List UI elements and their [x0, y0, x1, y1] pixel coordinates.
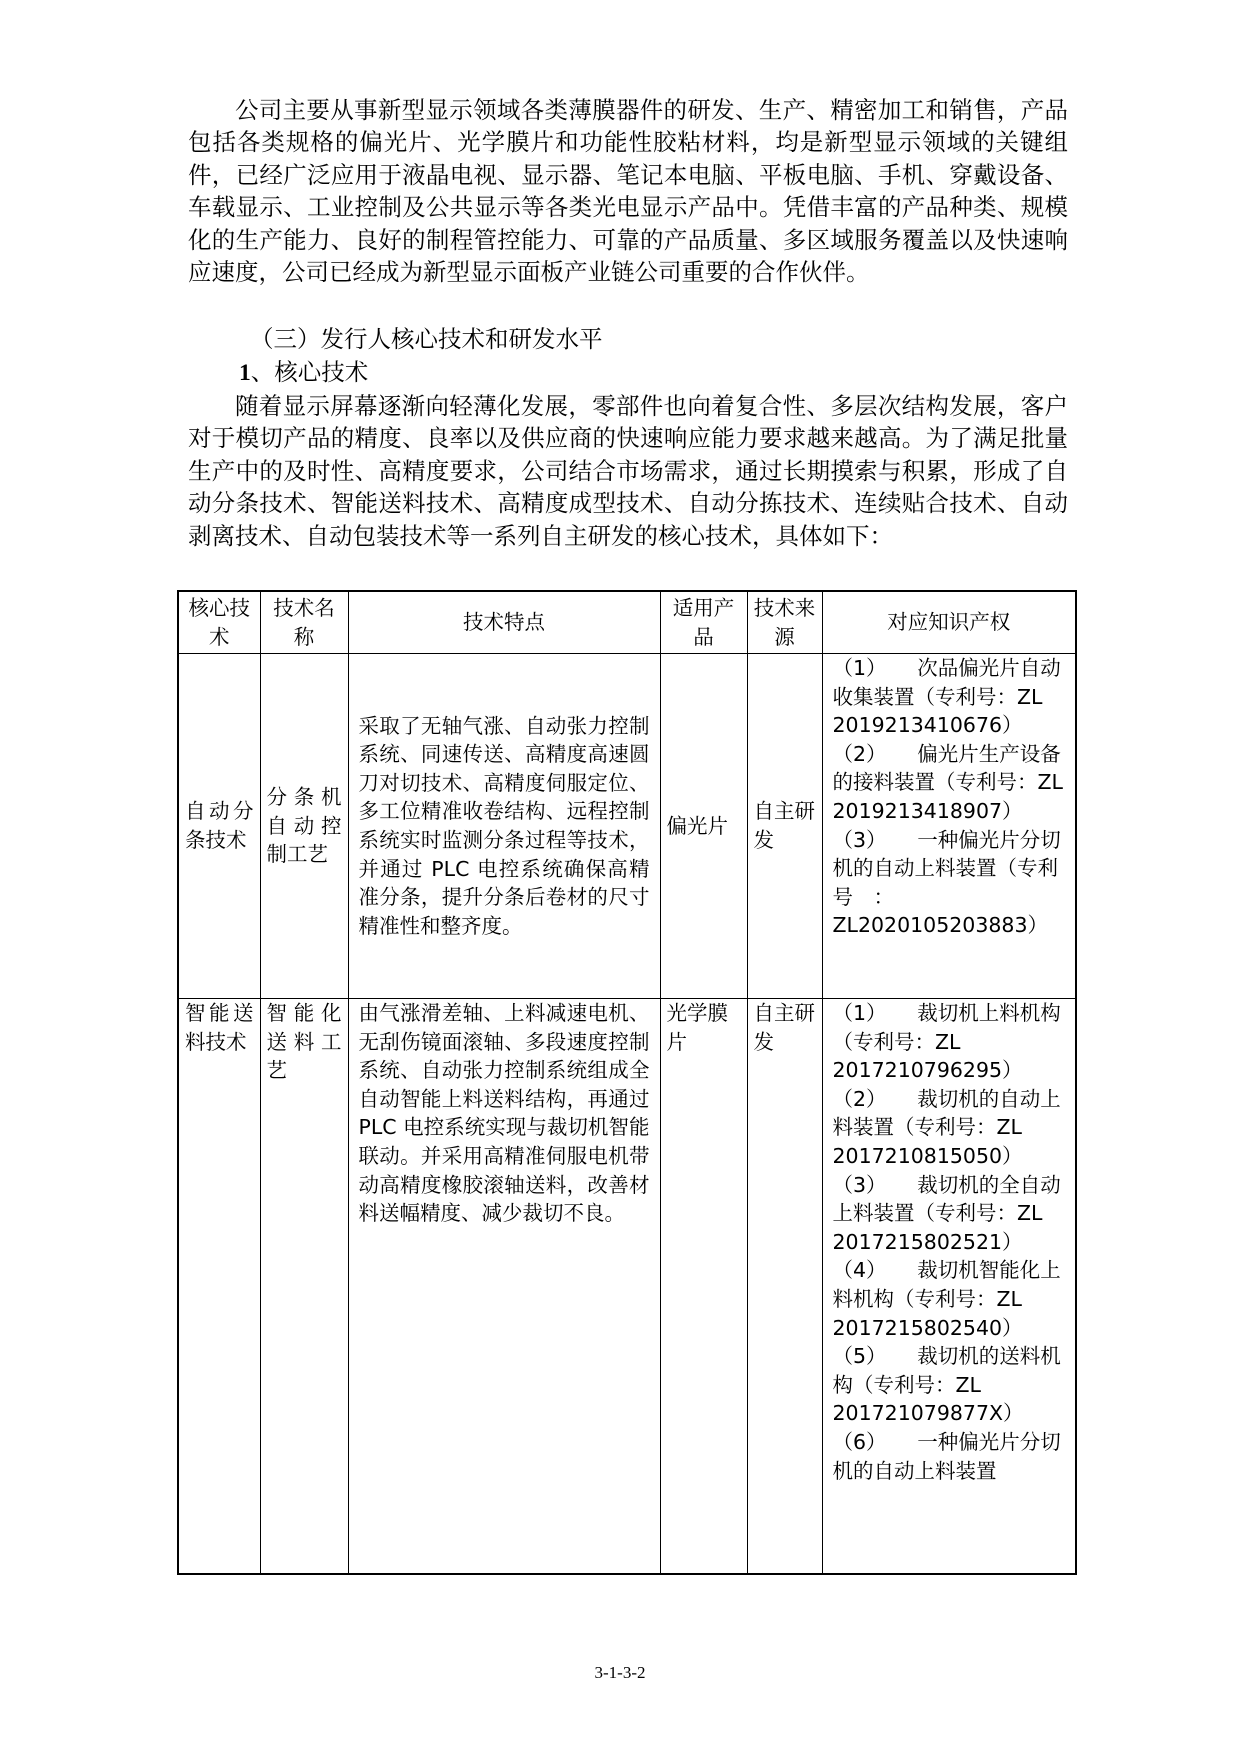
- ip-item: （1） 次品偏光片自动收集装置（专利号：ZL 2019213410676）: [832, 656, 1061, 738]
- page-number: 3-1-3-2: [594, 1663, 646, 1682]
- table-row: [178, 999, 1076, 1574]
- header-ip: 对应知识产权: [822, 591, 1076, 654]
- table-row: [178, 654, 1076, 999]
- cell-product: 光学膜片: [660, 999, 747, 1574]
- header-source: 技术来源: [747, 591, 822, 654]
- ip-item: （1） 裁切机上料机构（专利号：ZL 2017210796295）: [832, 1001, 1061, 1083]
- cell-features: 采取了无轴气涨、自动张力控制系统、同速传送、高精度高速圆刀对切技术、高精度伺服定位、多工位精准收卷结构、远程控制系统实时监测分条过程等技术，并通过 PLC 电控系统确保高精准分条，提升分条后卷材的尺寸精准性和整齐度。: [348, 654, 660, 999]
- table-header-row: [178, 591, 1076, 654]
- cell-features: 由气涨滑差轴、上料减速电机、无刮伤镜面滚轴、多段速度控制系统、自动张力控制系统组成全自动智能上料送料结构，再通过 PLC 电控系统实现与裁切机智能联动。并采用高精准伺服电机带动高精度橡胶滚轴送料，改善材料送幅精度、减少裁切不良。: [348, 999, 660, 1574]
- core-tech-intro-paragraph: 随着显示屏幕逐渐向轻薄化发展，零部件也向着复合性、多层次结构发展，客户对于模切产品的精度、良率以及供应商的快速响应能力要求越来越高。为了满足批量生产中的及时性、高精度要求，公司结合市场需求，通过长期摸索与积累，形成了自动分条技术、智能送料技术、高精度成型技术、自动分拣技术、连续贴合技术、自动剥离技术、自动包装技术等一系列自主研发的核心技术，具体如下：: [188, 392, 1068, 550]
- sub-heading-text: 、核心技术: [250, 358, 369, 386]
- ip-item: （6） 一种偏光片分切机的自动上料装置: [832, 1429, 1061, 1483]
- cell-name: 智能化送料工艺: [260, 999, 348, 1574]
- ip-item: （5） 裁切机的送料机构（专利号：ZL 201721079877X）: [832, 1344, 1061, 1426]
- cell-source: 自主研发: [747, 999, 822, 1574]
- sub-heading: [239, 356, 368, 389]
- ip-item: （2） 裁切机的自动上料装置（专利号：ZL 2017210815050）: [832, 1086, 1061, 1168]
- sub-heading-number: 1: [239, 360, 251, 386]
- cell-ip: [822, 999, 1076, 1574]
- ip-item: （2） 偏光片生产设备的接料装置（专利号：ZL 2019213418907）: [832, 741, 1063, 823]
- ip-item: （3） 裁切机的全自动上料装置（专利号：ZL 2017215802521）: [832, 1172, 1061, 1254]
- cell-ip: [822, 654, 1076, 999]
- header-core: 核心技术: [178, 591, 260, 654]
- intro-paragraph: 公司主要从事新型显示领域各类薄膜器件的研发、生产、精密加工和销售，产品包括各类规格的偏光片、光学膜片和功能性胶粘材料，均是新型显示领域的关键组件，已经广泛应用于液晶电视、显示器、笔记本电脑、平板电脑、手机、穿戴设备、车载显示、工业控制及公共显示等各类光电显示产品中。凭借丰富的产品种类、规模化的生产能力、良好的制程管控能力、可靠的产品质量、多区域服务覆盖以及快速响应速度，公司已经成为新型显示面板产业链公司重要的合作伙伴。: [188, 96, 1068, 287]
- cell-core: 自动分条技术: [178, 654, 260, 999]
- cell-source: 自主研发: [747, 654, 822, 999]
- cell-name: 分条机自动控制工艺: [260, 654, 348, 999]
- cell-product: 偏光片: [660, 654, 747, 999]
- header-features: 技术特点: [348, 591, 660, 654]
- core-technology-table: [177, 590, 1077, 1575]
- section-heading: （三）发行人核心技术和研发水平: [250, 325, 603, 353]
- ip-item: （4） 裁切机智能化上料机构（专利号：ZL 2017215802540）: [832, 1258, 1061, 1340]
- header-product: 适用产品: [660, 591, 747, 654]
- header-name: 技术名称: [260, 591, 348, 654]
- cell-core: 智能送料技术: [178, 999, 260, 1574]
- ip-item: （3） 一种偏光片分切机的自动上料装置（专利号 ：ZL2020105203883）: [832, 827, 1061, 938]
